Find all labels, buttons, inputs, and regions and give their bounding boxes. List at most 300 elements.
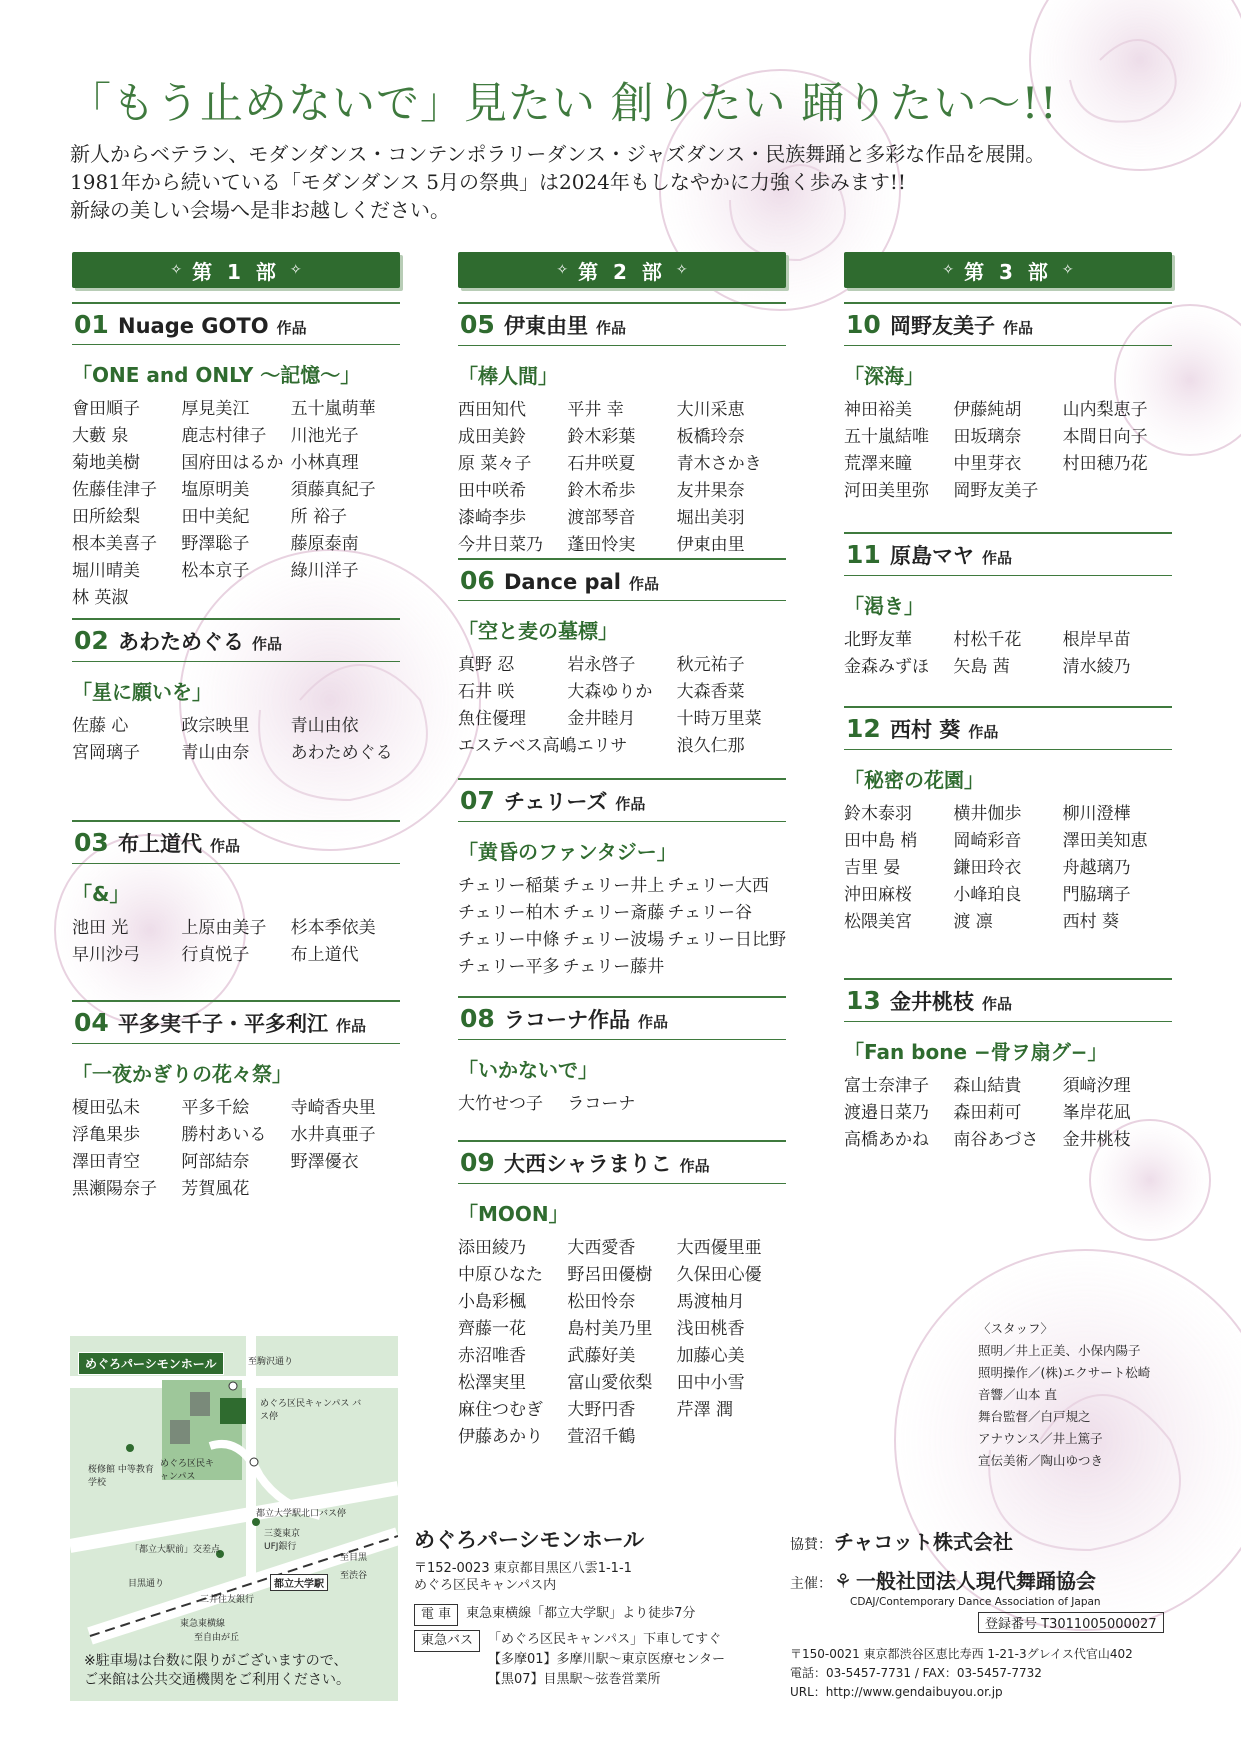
program-section	[844, 978, 1172, 1152]
work-title: 「一夜かぎりの花々祭」	[72, 1062, 292, 1086]
map-label: 三井住友銀行	[200, 1595, 255, 1605]
performer-name: 須﨑汐理	[1062, 1076, 1131, 1096]
program-section	[458, 558, 786, 758]
performer-name: 金森みずほ	[844, 657, 929, 677]
choreographer-name: Dance pal	[504, 570, 621, 594]
staff-list	[978, 1318, 1150, 1472]
part-banner	[458, 252, 786, 288]
map-label: 都立大学駅北口バス停	[256, 1509, 347, 1519]
performer-name: 堀川晴美	[72, 561, 140, 581]
staff-line: 舞台監督／白戸規之	[978, 1409, 1091, 1424]
performer-name: 田所絵梨	[72, 507, 140, 527]
staff-heading: 〈スタッフ〉	[978, 1321, 1054, 1336]
work-suffix: 作品	[982, 549, 1013, 567]
choreographer-name: チェリーズ	[504, 790, 608, 814]
performer-name: 大森香菜	[676, 682, 745, 702]
performer-name: 武藤好美	[567, 1346, 636, 1366]
program-section	[458, 778, 786, 979]
performer-name: 蓬田怜実	[567, 535, 636, 555]
performer-name: 佐藤佳津子	[72, 480, 157, 500]
performer-name: チェリー藤井	[562, 957, 665, 977]
work-suffix: 作品	[210, 837, 241, 855]
performer-name: 麻住つむぎ	[458, 1400, 543, 1420]
performer-name: チェリー波場	[562, 930, 665, 950]
sponsor-info	[790, 1526, 1180, 1702]
performer-name: 齊藤一花	[458, 1319, 526, 1339]
map-note-line: ご来館は公共交通機関をご利用ください。	[84, 1672, 350, 1688]
access-train	[414, 1604, 754, 1626]
performer-name: 沖田麻桜	[844, 885, 912, 905]
program-section	[844, 532, 1172, 679]
part-banner	[72, 252, 400, 288]
support-row	[790, 1526, 1180, 1555]
section-number: 13	[846, 986, 881, 1015]
performer-name: 野澤聡子	[181, 534, 250, 554]
program-section	[844, 302, 1172, 503]
performer-name: 林 英淑	[72, 588, 129, 608]
venue-address-line: めぐろ区民キャンパス内	[414, 1578, 557, 1593]
map-label: めぐろ区民キャンパス バス停	[260, 1399, 362, 1422]
staff-line: 照明操作／(株)エクサート松崎	[978, 1365, 1151, 1380]
performer-name: 田中小雪	[676, 1373, 745, 1393]
host-subtitle: CDAJ/Contemporary Dance Association of Japan	[850, 1596, 1101, 1608]
performer-name: 門脇璃子	[1062, 885, 1131, 905]
map-label: 都立大学駅	[270, 1574, 328, 1591]
performer-name: 大藪 泉	[72, 426, 129, 446]
performer-list	[844, 629, 1172, 679]
performer-name: 神田裕美	[844, 400, 912, 420]
section-number: 04	[74, 1008, 109, 1037]
staff-line: アナウンス／井上篤子	[978, 1431, 1103, 1446]
performer-name: 塩原明美	[181, 480, 250, 500]
section-header	[72, 1000, 400, 1044]
performer-name: 高橋あかね	[844, 1130, 929, 1150]
support-label: 協賛：	[790, 1537, 832, 1553]
work-title: 「ONE and ONLY 〜記憶〜」	[72, 363, 361, 387]
choreographer-name: 伊東由里	[504, 314, 588, 338]
program-section	[458, 1140, 786, 1449]
work-title: 「&」	[72, 882, 130, 906]
ornament-icon: ✧	[942, 262, 955, 278]
performer-name: 大川采恵	[676, 400, 745, 420]
access-bus	[414, 1630, 754, 1690]
headline: 「もう止めないで」見たい 創りたい 踊りたい〜!!	[68, 79, 1058, 129]
map-note	[84, 1652, 350, 1690]
work-suffix: 作品	[252, 635, 283, 653]
performer-name: 上原由美子	[181, 918, 267, 938]
performer-name: 村田穂乃花	[1062, 454, 1148, 474]
performer-name: 菊地美樹	[72, 453, 140, 473]
performer-name: 河田美里弥	[844, 481, 929, 501]
host-label: 主催：	[790, 1576, 832, 1592]
performer-name: 田中島 梢	[844, 831, 918, 851]
section-number: 05	[460, 310, 495, 339]
performer-name: チェリー大西	[667, 876, 769, 896]
performer-name: 宮岡璃子	[72, 743, 140, 763]
section-header	[72, 618, 400, 662]
intro-line: 1981年から続いている「モダンダンス 5月の祭典」は2024年もしなやかに力強く歩みます!!	[70, 170, 906, 194]
section-header	[458, 996, 786, 1040]
host-row	[790, 1565, 1180, 1594]
program-section	[72, 618, 400, 765]
performer-name: 中原ひなた	[458, 1265, 543, 1285]
performer-name: 金井桃枝	[1062, 1130, 1131, 1150]
performer-name: 加藤心美	[676, 1346, 745, 1366]
choreographer-name: 金井桃枝	[890, 990, 974, 1014]
program-section	[72, 1000, 400, 1201]
choreographer-name: 岡野友美子	[890, 314, 995, 338]
work-title: 「深海」	[844, 364, 924, 388]
performer-name: 十時万里菜	[676, 709, 762, 729]
performer-name: 會田順子	[72, 399, 140, 419]
section-header	[844, 302, 1172, 346]
performer-name: 南谷あづさ	[953, 1130, 1039, 1150]
choreographer-name: 西村 葵	[890, 718, 961, 742]
performer-name: 早川沙弓	[72, 945, 140, 965]
performer-name: チェリー稲葉	[458, 876, 560, 896]
performer-name: 漆崎李歩	[458, 508, 526, 528]
performer-name: 今井日菜乃	[458, 535, 543, 555]
performer-list	[458, 654, 786, 758]
venue-address-line: 〒152-0023 東京都目黒区八雲1-1-1	[414, 1561, 632, 1576]
performer-name: 松澤実里	[458, 1373, 526, 1393]
performer-name: 森田莉可	[953, 1103, 1022, 1123]
performer-name: 黒瀬陽奈子	[72, 1179, 157, 1199]
performer-list	[458, 399, 786, 557]
performer-name: 厚見美江	[181, 399, 250, 419]
work-suffix: 作品	[628, 575, 659, 593]
performer-list	[72, 715, 400, 765]
performer-list	[844, 1075, 1172, 1152]
venue-address	[414, 1560, 754, 1594]
part-banner	[844, 252, 1172, 288]
section-header	[844, 532, 1172, 576]
part-label: 第 3 部	[964, 259, 1052, 284]
performer-name: 大西優里亜	[676, 1238, 762, 1258]
performer-name: 五十嵐萌華	[290, 399, 376, 419]
performer-name: チェリー井上	[562, 876, 665, 896]
intro-text	[70, 140, 1045, 224]
performer-name: 大西愛香	[567, 1238, 636, 1258]
performer-name: 石井咲夏	[567, 454, 636, 474]
performer-name: 魚住優理	[458, 709, 526, 729]
performer-name: 澤田青空	[72, 1152, 140, 1172]
performer-name: 荒澤来瞳	[844, 454, 912, 474]
dancer-logo-icon: ⚘	[834, 1569, 852, 1593]
work-title: 「いかないで」	[458, 1058, 598, 1082]
performer-name: 布上道代	[290, 945, 359, 965]
performer-list	[458, 875, 786, 979]
host-address-line: 電話：03-5457-7731 / FAX：03-5457-7732	[790, 1666, 1042, 1680]
map-label: めぐろ区民キャンパス	[160, 1459, 215, 1482]
performer-name: 舟越璃乃	[1062, 858, 1131, 878]
choreographer-name: 平多実千子・平多利江	[118, 1012, 328, 1036]
performer-name: 浅田桃香	[676, 1319, 745, 1339]
work-title: 「渇き」	[844, 594, 924, 618]
performer-name: 五十嵐結唯	[844, 427, 929, 447]
work-suffix: 作品	[276, 319, 307, 337]
host-address-line: URL：http://www.gendaibuyou.or.jp	[790, 1685, 1003, 1699]
performer-name: 成田美鈴	[458, 427, 526, 447]
performer-name: ラコーナ	[567, 1094, 636, 1114]
performer-name: 勝村あいる	[181, 1125, 267, 1145]
performer-name: 矢島 茜	[953, 657, 1010, 677]
performer-name: 野呂田優樹	[567, 1265, 653, 1285]
performer-name: 小峰珀良	[953, 885, 1022, 905]
performer-name: 秋元祐子	[676, 655, 745, 675]
performer-name: 金井睦月	[567, 709, 636, 729]
performer-name: 寺崎香央里	[290, 1098, 376, 1118]
performer-name: 友井果奈	[676, 481, 745, 501]
venue-info	[414, 1524, 754, 1690]
map-label: 目黒通り	[128, 1579, 165, 1589]
choreographer-name: 大西シャラまりこ	[504, 1152, 672, 1176]
host-address	[790, 1645, 1180, 1702]
performer-name: 池田 光	[72, 918, 129, 938]
performer-name: 岡崎彩音	[953, 831, 1022, 851]
access-tag: 東急バス	[414, 1630, 480, 1652]
staff-line: 照明／井上正美、小保内陽子	[978, 1343, 1141, 1358]
intro-line: 新緑の美しい会場へ是非お越しください。	[70, 198, 450, 222]
section-number: 12	[846, 714, 881, 743]
ornament-icon: ✧	[675, 262, 688, 278]
intro-line: 新人からベテラン、モダンダンス・コンテンポラリーダンス・ジャズダンス・民族舞踊と多彩な作品を展開。	[70, 142, 1046, 166]
performer-name: 大森ゆりか	[567, 682, 653, 702]
access-line: 「めぐろ区民キャンパス」下車してすぐ	[488, 1632, 722, 1647]
performer-name: 政宗映里	[181, 716, 250, 736]
performer-name: 青山由奈	[181, 743, 250, 763]
section-number: 02	[74, 626, 109, 655]
map-label: 桜修館 中等教育学校	[88, 1465, 154, 1488]
program-section	[72, 302, 400, 610]
map-label: 「都立大駅前」交差点	[130, 1545, 221, 1555]
access-info	[414, 1604, 754, 1690]
performer-name: チェリー中條	[458, 930, 560, 950]
performer-list	[844, 399, 1172, 503]
performer-name: 渡邉日菜乃	[844, 1103, 929, 1123]
access-tag: 電 車	[414, 1604, 458, 1626]
performer-name: 石井 咲	[458, 682, 515, 702]
ornament-icon: ✧	[289, 262, 302, 278]
work-title: 「MOON」	[458, 1202, 569, 1226]
performer-name: 綠川洋子	[290, 561, 359, 581]
performer-list	[72, 1097, 400, 1201]
performer-list	[458, 1093, 786, 1116]
work-title: 「棒人間」	[458, 364, 558, 388]
performer-list	[458, 1237, 786, 1449]
performer-name: 平井 幸	[567, 400, 624, 420]
performer-name: 国府田はるか	[181, 453, 284, 473]
performer-name: 渡部琴音	[567, 508, 636, 528]
performer-name: チェリー斎藤	[562, 903, 665, 923]
map-label: 至目黒	[340, 1553, 368, 1563]
map-hall-label: めぐろパーシモンホール	[78, 1352, 224, 1375]
performer-name: 鹿志村律子	[181, 426, 267, 446]
performer-name: 芹澤 潤	[676, 1400, 734, 1420]
ornament-icon: ✧	[170, 262, 183, 278]
performer-name: チェリー日比野	[667, 930, 786, 950]
map-label: 三菱東京 UFJ銀行	[264, 1529, 301, 1552]
performer-name: 久保田心優	[676, 1265, 762, 1285]
map-label: 東急東横線	[180, 1619, 226, 1629]
program-section	[72, 820, 400, 967]
performer-name: 伊藤あかり	[458, 1427, 543, 1447]
performer-name: 横井伽歩	[953, 804, 1022, 824]
map-label: 至自由が丘	[194, 1633, 240, 1643]
performer-name: 松隈美宮	[844, 912, 912, 932]
section-header	[458, 302, 786, 346]
performer-name: 平多千絵	[181, 1098, 250, 1118]
performer-name: 根本美喜子	[72, 534, 157, 554]
access-line: 【黒07】目黒駅〜弦巻営業所	[488, 1672, 661, 1687]
performer-name: 本間日向子	[1062, 427, 1148, 447]
performer-name: 峯岸花凪	[1062, 1103, 1131, 1123]
access-line: 東急東横線「都立大学駅」より徒歩7分	[466, 1606, 696, 1621]
performer-name: 行貞悦子	[181, 945, 250, 965]
performer-name: 中里芽衣	[953, 454, 1022, 474]
map-label: 至渋谷	[340, 1571, 368, 1581]
performer-name: 真野 忍	[458, 655, 515, 675]
performer-name: 澤田美知恵	[1062, 831, 1148, 851]
performer-name: 馬渡柚月	[676, 1292, 745, 1312]
map-label: 至駒沢通り	[248, 1357, 294, 1367]
work-suffix: 作品	[596, 319, 627, 337]
performer-name: あわためぐる	[290, 743, 393, 763]
performer-name: 萱沼千鶴	[567, 1427, 636, 1447]
performer-name: チェリー平多	[458, 957, 560, 977]
performer-name: 板橋玲奈	[676, 427, 745, 447]
performer-name: 岩永啓子	[567, 655, 636, 675]
support-name: チャコット株式会社	[834, 1530, 1013, 1554]
performer-name: 青山由依	[290, 716, 359, 736]
performer-name: 富山愛依梨	[567, 1373, 653, 1393]
part-3-column	[844, 252, 1172, 1150]
section-number: 08	[460, 1004, 495, 1033]
performer-name: チェリー柏木	[458, 903, 560, 923]
performer-name: チェリー谷	[667, 903, 752, 923]
section-header	[844, 978, 1172, 1022]
host-name: 一般社団法人現代舞踊協会	[855, 1569, 1096, 1593]
choreographer-name: 原島マヤ	[890, 544, 974, 568]
section-number: 06	[460, 566, 495, 595]
performer-name: 富士奈津子	[844, 1076, 929, 1096]
performer-name: 田中咲希	[458, 481, 526, 501]
performer-name: 藤原泰南	[290, 534, 359, 554]
performer-name: 松田怜奈	[567, 1292, 636, 1312]
work-suffix: 作品	[1003, 319, 1034, 337]
performer-name: 松本京子	[181, 561, 250, 581]
access-map	[70, 1336, 398, 1701]
performer-name: 阿部結奈	[181, 1152, 250, 1172]
section-number: 10	[846, 310, 881, 339]
performer-name: 水井真亜子	[290, 1125, 376, 1145]
performer-name: 所 裕子	[290, 507, 348, 527]
section-header	[72, 820, 400, 864]
performer-name: 大野円香	[567, 1400, 636, 1420]
performer-name: 田坂璃奈	[953, 427, 1022, 447]
section-header	[72, 302, 400, 345]
performer-name: 村松千花	[953, 630, 1022, 650]
performer-name: 吉里 晏	[844, 858, 901, 878]
work-suffix: 作品	[968, 723, 999, 741]
performer-name: 須藤真紀子	[290, 480, 376, 500]
staff-line: 音響／山本 直	[978, 1387, 1057, 1402]
performer-name: 清水綾乃	[1062, 657, 1131, 677]
work-title: 「星に願いを」	[72, 680, 212, 704]
work-title: 「Fan bone −骨ヲ扇グ−」	[844, 1040, 1108, 1064]
performer-name: 浪久仁那	[676, 736, 745, 756]
performer-name: 鈴木泰羽	[844, 804, 912, 824]
performer-name: 西田知代	[458, 400, 526, 420]
performer-name: 堀出美羽	[676, 508, 745, 528]
performer-name: 榎田弘未	[72, 1098, 140, 1118]
performer-name: 島村美乃里	[567, 1319, 653, 1339]
program-section	[844, 706, 1172, 934]
performer-name: 赤沼唯香	[458, 1346, 526, 1366]
part-label: 第 2 部	[578, 259, 666, 284]
performer-list	[844, 803, 1172, 934]
ornament-icon: ✧	[1061, 262, 1074, 278]
performer-list	[72, 398, 400, 610]
performer-name: 芳賀風花	[181, 1179, 250, 1199]
performer-name: 原 菜々子	[458, 454, 532, 474]
performer-name: 鎌田玲衣	[953, 858, 1022, 878]
section-number: 09	[460, 1148, 495, 1177]
performer-name: 森山結貴	[953, 1076, 1022, 1096]
section-header	[458, 778, 786, 822]
access-line: 【多摩01】多摩川駅〜東京医療センター	[488, 1652, 726, 1667]
staff-line: 宣伝美術／陶山ゆつき	[978, 1453, 1104, 1468]
performer-name: 西村 葵	[1062, 912, 1120, 932]
section-number: 07	[460, 786, 495, 815]
section-header	[458, 1140, 786, 1184]
part-label: 第 1 部	[192, 259, 280, 284]
performer-name: 佐藤 心	[72, 716, 129, 736]
work-title: 「空と麦の墓標」	[458, 619, 618, 643]
section-header	[458, 558, 786, 601]
work-title: 「秘密の花園」	[844, 768, 984, 792]
section-number: 11	[846, 540, 881, 569]
performer-name: 岡野友美子	[953, 481, 1039, 501]
program-section	[458, 302, 786, 557]
work-suffix: 作品	[336, 1017, 367, 1035]
map-note-line: ※駐車場は台数に限りがございますので、	[84, 1653, 348, 1669]
section-number: 01	[74, 310, 109, 339]
registration-number: 登録番号 T3011005000027	[978, 1612, 1164, 1633]
work-suffix: 作品	[615, 795, 646, 813]
performer-name: 川池光子	[290, 426, 359, 446]
performer-name: 田中美紀	[181, 507, 250, 527]
performer-name: 伊東由里	[676, 535, 745, 555]
performer-list	[72, 917, 400, 967]
performer-name: 鈴木彩葉	[567, 427, 636, 447]
work-suffix: 作品	[679, 1157, 710, 1175]
choreographer-name: あわためぐる	[118, 630, 244, 654]
performer-name: 北野友華	[844, 630, 912, 650]
part-2-column	[458, 252, 786, 1447]
performer-name: 小林真理	[290, 453, 359, 473]
performer-name: 浮亀果歩	[72, 1125, 140, 1145]
performer-name: エステベス高嶋エリサ	[458, 736, 628, 756]
choreographer-name: 布上道代	[118, 832, 202, 856]
performer-name: 野澤優衣	[290, 1152, 359, 1172]
section-header	[844, 706, 1172, 750]
ornament-icon: ✧	[556, 262, 569, 278]
section-number: 03	[74, 828, 109, 857]
program-section	[458, 996, 786, 1116]
performer-name: 杉本季依美	[290, 918, 376, 938]
performer-name: 鈴木希歩	[567, 481, 636, 501]
